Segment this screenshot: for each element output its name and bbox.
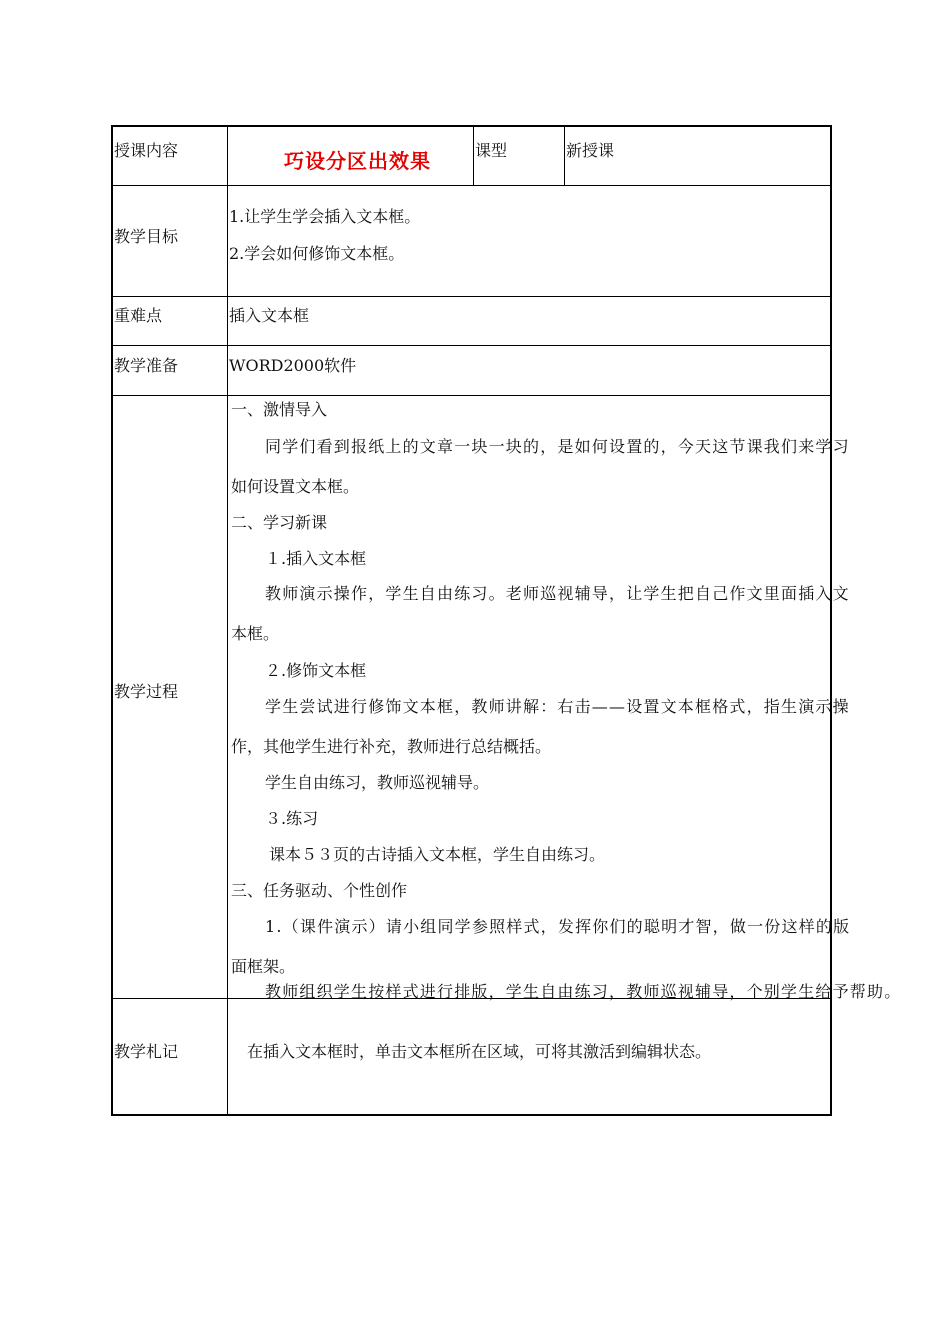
process-paragraph: 学生自由练习，教师巡视辅导。 (265, 773, 490, 792)
goal-item: 1.让学生学会插入文本框。 (229, 207, 421, 226)
process-paragraph: 同学们看到报纸上的文章一块一块的，是如何设置的，今天这节课我们来学习 (265, 437, 850, 456)
process-label: 教学过程 (114, 682, 179, 701)
process-subheading: ３.练习 (265, 809, 319, 828)
process-paragraph: 面框架。 (231, 957, 296, 976)
process-overflow-line (231, 982, 902, 1001)
goals-label: 教学目标 (114, 227, 179, 246)
lesson-title: 巧设分区出效果 (284, 149, 431, 173)
goal-item: 2.学会如何修饰文本框。 (229, 244, 405, 263)
notes-label: 教学札记 (114, 1042, 179, 1061)
process-paragraph: 1.（课件演示）请小组同学参照样式，发挥你们的聪明才智，做一份这样的版 (265, 917, 851, 936)
column-divider (564, 127, 565, 185)
type-label: 课型 (475, 141, 508, 160)
process-overflow-text: 教师组织学生按样式进行排版，学生自由练习，教师巡视辅导，个别学生给予帮助。 (265, 982, 902, 1001)
column-divider (227, 127, 228, 1114)
content-label: 授课内容 (114, 141, 179, 160)
process-heading: 二、学习新课 (231, 513, 328, 532)
process-subheading: ２.修饰文本框 (265, 661, 367, 680)
type-value: 新授课 (566, 141, 615, 160)
process-heading: 一、激情导入 (231, 400, 328, 419)
process-paragraph: 如何设置文本框。 (231, 477, 360, 496)
process-subheading: １.插入文本框 (265, 549, 367, 568)
row-divider (113, 345, 830, 346)
prep-value: WORD2000软件 (229, 356, 357, 375)
process-paragraph: 课本５３页的古诗插入文本框，学生自由练习。 (269, 845, 606, 864)
process-paragraph: 教师演示操作，学生自由练习。老师巡视辅导，让学生把自己作文里面插入文 (265, 584, 850, 603)
key-value: 插入文本框 (229, 306, 310, 325)
row-divider (113, 185, 830, 186)
key-label: 重难点 (114, 306, 163, 325)
process-paragraph: 作，其他学生进行补充，教师进行总结概括。 (231, 737, 552, 756)
process-paragraph: 学生尝试进行修饰文本框，教师讲解：右击——设置文本框格式，指生演示操 (265, 697, 850, 716)
column-divider (473, 127, 474, 185)
process-content (231, 397, 851, 999)
notes-value: 在插入文本框时，单击文本框所在区域，可将其激活到编辑状态。 (247, 1042, 712, 1061)
lesson-plan-table (111, 125, 902, 1116)
process-heading: 三、任务驱动、个性创作 (231, 881, 408, 900)
process-paragraph: 本框。 (231, 624, 280, 643)
row-divider (113, 395, 830, 396)
row-divider (113, 296, 830, 297)
prep-label: 教学准备 (114, 356, 179, 375)
